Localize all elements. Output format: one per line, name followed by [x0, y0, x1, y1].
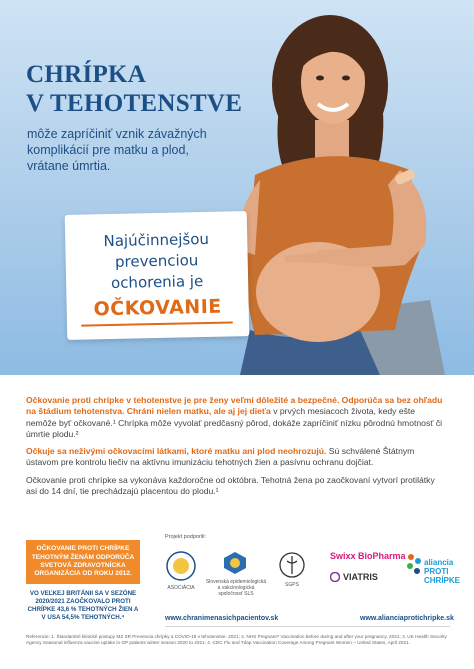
association-logo-text: ASOCIÁCIA: [167, 585, 195, 591]
url-left-link[interactable]: www.chranimenasichpacientov.sk: [165, 615, 279, 622]
support-label: Projekt podporili:: [165, 534, 206, 540]
paragraph-2-highlight: Očkuje sa neživými očkovacími látkami, ktoré matku ani plod neohrozujú.: [26, 446, 327, 457]
subheadline-line-2: komplikácií pre matku a plod,: [27, 143, 189, 157]
subheadline: [27, 126, 242, 174]
gynecology-society-logo-text: SGPS: [285, 582, 299, 588]
who-recommendation-box: [26, 540, 140, 584]
paragraph-1: [26, 395, 446, 440]
paragraph-1-highlight: Očkovanie proti chrípke v tehotenstve je pre ženy veľmi dôležité a bezpečné. Odporúča sa bez ohľadu na štádium tehotenstva. Chráni nielen matku, ale aj jej dieťa: [26, 395, 443, 417]
swixx-logo-text: Swixx BioPharma: [330, 551, 406, 561]
viatris-logo-text: VIATRIS: [343, 572, 378, 582]
flu-alliance-logo-text: aliancia PROTI CHRÍPKE: [424, 558, 461, 585]
handheld-sign: [65, 211, 250, 340]
headline: [26, 60, 242, 118]
sign-line-1: Najúčinnejšou: [103, 229, 210, 251]
paragraph-2-rest: Sú schválené Štátnym ústavom pre kontrolu liečiv na aktívnu imunizáciu tehotných žien a pasívnu ochranu dojčiat.: [26, 446, 415, 468]
paragraph-3: Očkovanie proti chrípke sa vykonáva každoročne od októbra. Tehotná žena po zaočkovaní vytvorí protilátky asi do 14 dní, tie prechádzajú placentou do plodu.¹: [26, 474, 435, 497]
subheadline-line-3: vrátane úmrtia.: [27, 159, 111, 173]
url-right-link[interactable]: www.alianciaprotichripke.sk: [360, 615, 454, 622]
sign-line-2: prevenciou: [114, 251, 199, 271]
headline-line-2: V TEHOTENSTVE: [26, 90, 243, 117]
association-logo-icon: [165, 550, 197, 582]
footer-divider: [165, 626, 450, 627]
epidemiology-society-logo-icon: [222, 550, 248, 576]
subheadline-line-1: môže zapríčiniť vznik závažných: [27, 127, 207, 141]
body-text: [26, 395, 446, 503]
sign-underline: [81, 321, 233, 326]
paragraph-2: [26, 446, 446, 469]
gynecology-society-logo-icon: [278, 550, 306, 580]
epidemiology-society-logo-text: Slovenská epidemiologická a vakcinologická spoločnosť SLS: [205, 579, 267, 597]
paragraph-1-rest: v prvých mesiacoch života, kedy ešte nemôže byť očkované.¹ Chrípka môže vyvolať predčasný pôrod, dokáže zapríčiniť nízku pôrodnú hmotnosť či úmrtie plodu.²: [26, 406, 443, 439]
who-recommendation-text: OČKOVANIE PROTI CHRÍPKE TEHOTNÝM ŽENÁM ODPORÚČA SVETOVÁ ZDRAVOTNÍCKA ORGANIZÁCIA OD ROKU 2012.: [31, 545, 135, 578]
vaccination-stat: VO VEĽKEJ BRITÁNII SA V SEZÓNE 2020/2021 ZAOČKOVALO PROTI CHRÍPKE 43,6 % TEHOTNÝCH ŽIEN A V USA 54,5% TEHOTNÝCH.⁴: [27, 590, 139, 621]
sign-line-3: ochorenia je: [110, 272, 204, 292]
headline-line-1: CHRÍPKA: [26, 61, 147, 88]
sign-emphasis: OČKOVANIE: [93, 295, 222, 321]
viatris-logo-icon: [330, 572, 340, 582]
references: Referencie: 1. Štandardné klinické postupy MZ SR Prevencia chrípky a COVID-19 v tehotenstve. 2021; 2. NHS Pregnant? Vaccination before during and after your pregnancy. 2021; 3. UK Health Security Agency Seasonal influenza vaccine uptake in GP patients winter season 2020 to 2021; 4. CDC Flu and Tdap Vaccination Coverage Among Pregnant Women – United States, April 2021.: [26, 634, 447, 645]
